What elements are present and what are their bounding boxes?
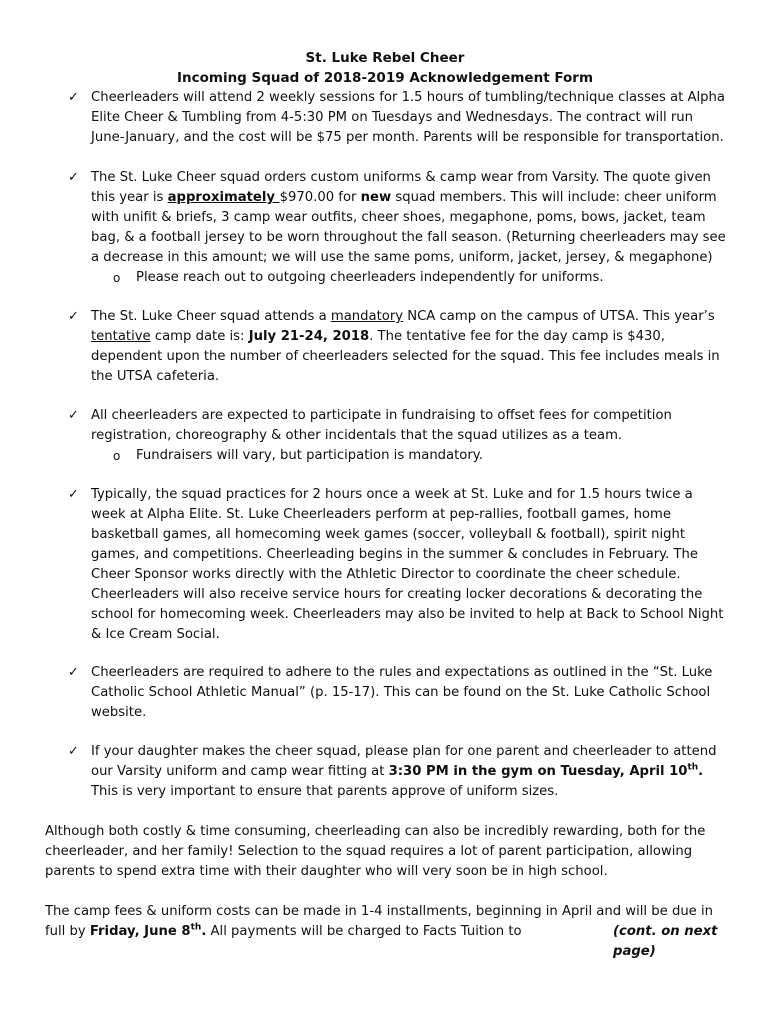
list-item <box>68 88 728 148</box>
continued-note: (cont. on next page) <box>613 924 718 959</box>
checkmark-icon: ✓ <box>68 487 79 502</box>
list-item-text: Typically, the squad practices for 2 hours once a week at St. Luke and for 1.5 hours twice a week at Alpha Elite. St. Luke Cheerleaders perform at pep-rallies, football games, home basketball games, all homecoming week games (soccer, volleyball & football), spirit night games, and competitions. Cheerleading begins in the summer & concludes in February. The Cheer Sponsor works directly with the Athletic Director to coordinate the cheer schedule. Cheerleaders will also receive service hours for creating locker decorations & decorating the school for homecoming week. Cheerleaders may also be invited to help at Back to School Night & Ice Cream Social. <box>91 487 724 642</box>
list-item-text: All cheerleaders are expected to participate in fundraising to offset fees for competition registration, choreography & other incidentals that the squad utilizes as a team. <box>91 408 672 443</box>
hollow-circle-icon: o <box>113 271 121 285</box>
hollow-circle-icon: o <box>113 449 121 463</box>
list-item <box>68 406 728 446</box>
checkmark-icon: ✓ <box>68 408 79 423</box>
continued-note-line <box>45 922 735 959</box>
list-item-text: If your daughter makes the cheer squad, please plan for one parent and cheerleader to attend our Varsity uniform and camp wear fitting at 3:30 PM in the gym on Tuesday, April 10th. This is very important to ensure that parents approve of uniform sizes. <box>91 744 717 799</box>
list-item <box>68 168 728 268</box>
document-title: St. Luke Rebel Cheer <box>305 50 465 66</box>
checkmark-icon: ✓ <box>68 665 79 680</box>
checkmark-icon: ✓ <box>68 744 79 759</box>
list-item-text: Cheerleaders will attend 2 weekly sessions for 1.5 hours of tumbling/technique classes at Alpha Elite Cheer & Tumbling from 4-5:30 PM on Tuesdays and Wednesdays. The contract will run June-January, and the cost will be $75 per month. Parents will be responsible for transportation. <box>91 90 725 145</box>
list-item-text: The St. Luke Cheer squad attends a mandatory NCA camp on the campus of UTSA. This year’s tentative camp date is: July 21-24, 2018. The tentative fee for the day camp is $430, dependent upon the number of cheerleaders selected for the squad. This fee includes meals in the UTSA cafeteria. <box>91 309 720 384</box>
checkmark-icon: ✓ <box>68 90 79 105</box>
body-paragraph: The camp fees & uniform costs can be made in 1-4 installments, beginning in April and will be due in full by Friday, June 8th. All payments will be charged to Facts Tuition to <box>45 904 714 939</box>
checkmark-icon: ✓ <box>68 170 79 185</box>
list-item <box>68 663 728 723</box>
body-paragraph: Although both costly & time consuming, cheerleading can also be incredibly rewarding, both for the cheerleader, and her family! Selection to the squad requires a lot of parent participation, allowing parents to spend extra time with their daughter who will very soon be in high school. <box>45 824 706 879</box>
sub-list-item: o Please reach out to outgoing cheerleaders independently for uniforms. <box>113 268 733 288</box>
list-item-text: Cheerleaders are required to adhere to the rules and expectations as outlined in the “St. Luke Catholic School Athletic Manual” (p. 15-17). This can be found on the St. Luke Catholic School website. <box>91 665 713 720</box>
checkmark-icon: ✓ <box>68 309 79 324</box>
list-item <box>68 307 728 387</box>
sub-list-item: o Fundraisers will vary, but participation is mandatory. <box>113 446 733 466</box>
list-item-text: The St. Luke Cheer squad orders custom uniforms & camp wear from Varsity. The quote given this year is approximately $970.00 for new squad members. This will include: cheer uniform with unifit & briefs, 3 camp wear outfits, cheer shoes, megaphone, poms, bows, jacket, team bag, & a football jersey to be worn throughout the fall season. (Returning cheerleaders may see a decrease in this amount; we will use the same poms, uniform, jacket, jersey, & megaphone) <box>91 170 726 265</box>
document-subtitle: Incoming Squad of 2018-2019 Acknowledgement Form <box>176 70 594 86</box>
list-item <box>68 742 728 802</box>
list-item <box>68 485 728 645</box>
